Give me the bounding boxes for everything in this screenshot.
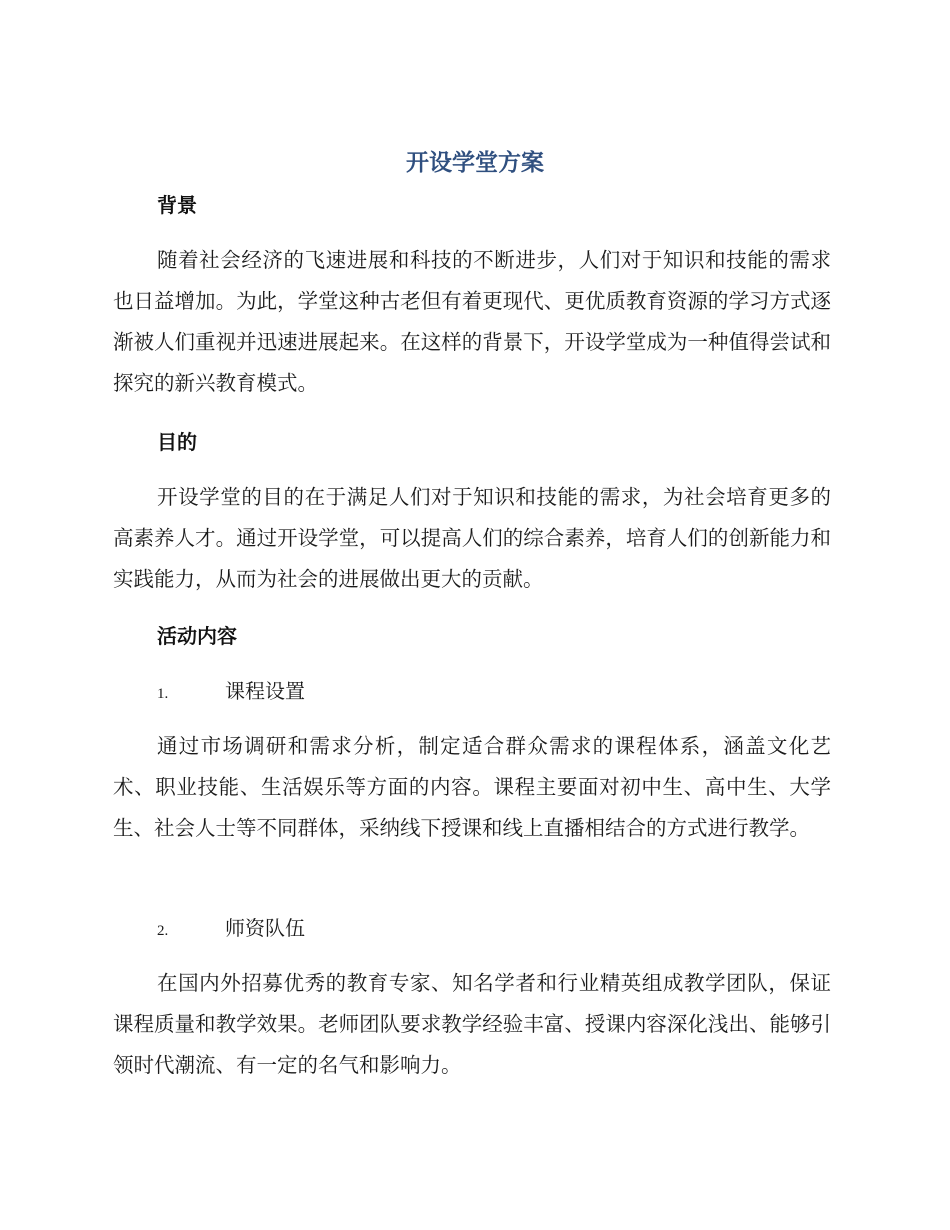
section-heading-background: 背景 [157,193,197,217]
section-heading-activities: 活动内容 [157,624,237,648]
list-item-course-setup [157,676,305,709]
teaching-staff-paragraph: 在国内外招募优秀的教育专家、知名学者和行业精英组成教学团队，保证课程质量和教学效果。老师团队要求教学经验丰富、授课内容深化浅出、能够引领时代潮流、有一定的名气和影响力。 [113,971,831,1077]
list-number: 1. [157,686,169,702]
list-label: 师资队伍 [225,916,305,940]
list-item-teaching-staff [157,913,305,946]
list-label: 课程设置 [225,679,305,703]
section-heading-purpose: 目的 [157,430,197,454]
purpose-paragraph: 开设学堂的目的在于满足人们对于知识和技能的需求，为社会培育更多的高素养人才。通过开设学堂，可以提高人们的综合素养，培育人们的创新能力和实践能力，从而为社会的进展做出更大的贡献。 [113,485,831,591]
background-paragraph: 随着社会经济的飞速进展和科技的不断进步，人们对于知识和技能的需求也日益增加。为此，学堂这种古老但有着更现代、更优质教育资源的学习方式逐渐被人们重视并迅速进展起来。在这样的背景下，开设学堂成为一种值得尝试和探究的新兴教育模式。 [113,248,831,395]
list-number: 2. [157,923,169,939]
document-title: 开设学堂方案 [406,150,544,176]
course-setup-paragraph: 通过市场调研和需求分析，制定适合群众需求的课程体系，涵盖文化艺术、职业技能、生活娱乐等方面的内容。课程主要面对初中生、高中生、大学生、社会人士等不同群体，采纳线下授课和线上直播相结合的方式进行教学。 [113,734,831,840]
